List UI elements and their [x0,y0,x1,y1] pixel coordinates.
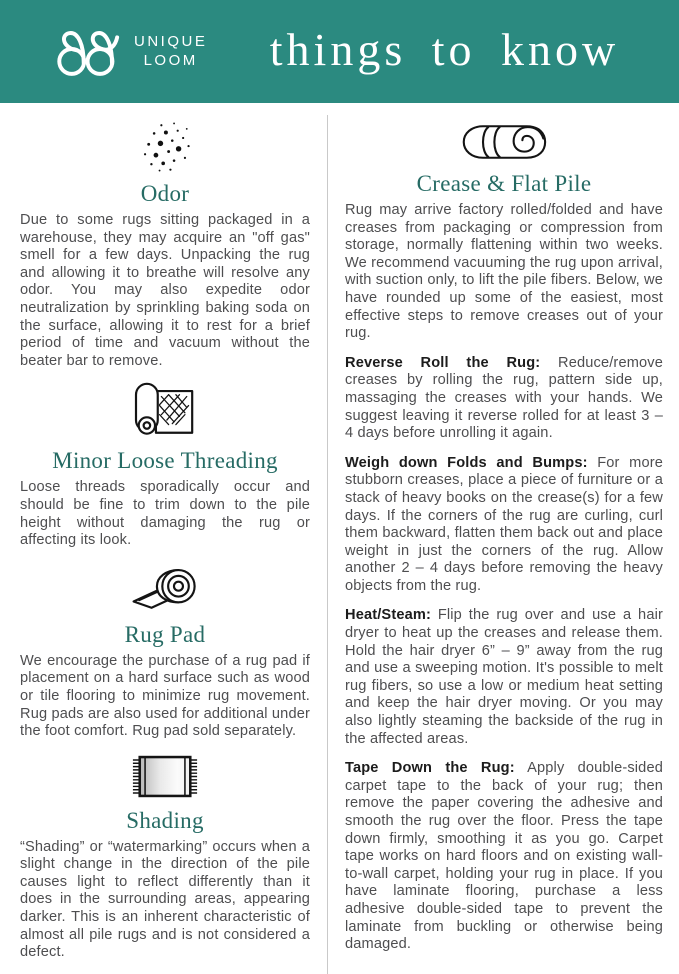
rolled-rug-end-icon [458,121,550,163]
brand [52,25,230,79]
tip-reverse-roll [345,355,663,443]
rug-pad-roll-icon [130,562,200,614]
section-body: Rug may arrive factory rolled/folded and have creases from packaging or compression from storage, normally flattening within two weeks. We recommend vacuuming the rug upon arrival, with suction only, to lift the pile fibers. Below, we have rounded up some of the easiest, most effective steps to remove creases out of your rug. [345,202,663,342]
rolled-rug-threading-icon [132,382,198,440]
section-body: We encourage the purchase of a rug pad if placement on a hard surface such as wood or tile flooring to minimize rug movement. Rug pads are also used for additional under the foot comfort. Rug pad sold separately. [20,652,310,740]
section-heading: Minor Loose Threading [52,448,278,474]
brand-line1: UNIQUE [134,32,208,50]
left-column [0,115,328,974]
tip-tape-down [345,760,663,954]
tip-body: Flip the rug over and use a hair dryer to heat up the creases and release them. Hold the hair dryer 6” – 9” away from the rug and use a sweeping motion. It's possible to melt rug fibers, so use a low or medium heat setting and keep the hair dryer moving. Or you may also lightly steaming the backside of the rug in the affected areas. [345,607,663,747]
section-minor-loose-threading [20,382,310,549]
page-title: things to know [269,24,620,75]
section-heading: Crease & Flat Pile [416,171,592,196]
tip-body: Apply double-sided carpet tape to the back of your rug; then remove the paper covering the adhesive and smooth the rug over the floor. Press the tape down firmly, smoothing it as you go. Carpet tape works on hard floors and on existing wall-to-wall carpet, holding your rug in place. If you have laminate flooring, purchase a less adhesive double-sided tape to prevent the laminate from buckling or otherwise being damaged. [345,760,663,953]
section-heading: Shading [126,807,204,833]
section-body: Loose threads sporadically occur and should be fine to trim down to the pile height without damaging the rug or affecting its look. [20,479,310,549]
section-heading: Rug Pad [124,621,206,647]
header [0,0,679,103]
tip-heat-steam [345,607,663,748]
right-column [328,115,679,974]
tip-label: Heat/Steam: [345,607,431,624]
content [0,103,679,974]
tip-body: For more stubborn creases, place a piece of furniture or a stack of heavy books on the crease(s) for a few days. If the corners of the rug are curling, curl them backward, flatten them back out and place weight in just the corners of the rug. Allow another 2 – 4 days before removing the heavy objects from the rug. [345,454,663,594]
fringed-rug-icon [130,753,200,800]
section-shading [20,753,310,962]
section-heading: Odor [140,181,190,206]
tip-label: Weigh down Folds and Bumps: [345,454,588,471]
tip-weigh-down [345,455,663,596]
section-rug-pad [20,562,310,741]
tip-label: Tape Down the Rug: [345,760,515,777]
tip-body: Reduce/remove creases by rolling the rug, pattern side up, massaging the creases with your hands. We suggest leaving it reverse rolled for at least 3 – 4 days before unrolling it again. [345,354,663,442]
brand-name [134,33,207,71]
odor-dots-icon [136,121,194,173]
section-odor [20,121,310,370]
tip-label: Reverse Roll the Rug: [345,354,541,371]
section-crease-flat-pile [345,121,663,343]
section-body: “Shading” or “watermarking” occurs when a slight change in the direction of the pile causes light to reflect differently than it does in the surrounding areas, appearing darker. This is an inherent characteristic of almost all pile rugs and is not considered a defect. [20,838,310,961]
section-body: Due to some rugs sitting packaged in a warehouse, they may acquire an "off gas" smell for a few days. Unpacking the rug and allowing it to breathe will resolve any odor. You may also expedite odor neutralization by sprinkling baking soda on the surface, allowing it to rest for a brief period of time and vacuum without the beater bar to remove. [20,212,310,369]
brand-line2: LOOM [143,51,198,69]
unique-loom-logo-icon [52,25,124,79]
